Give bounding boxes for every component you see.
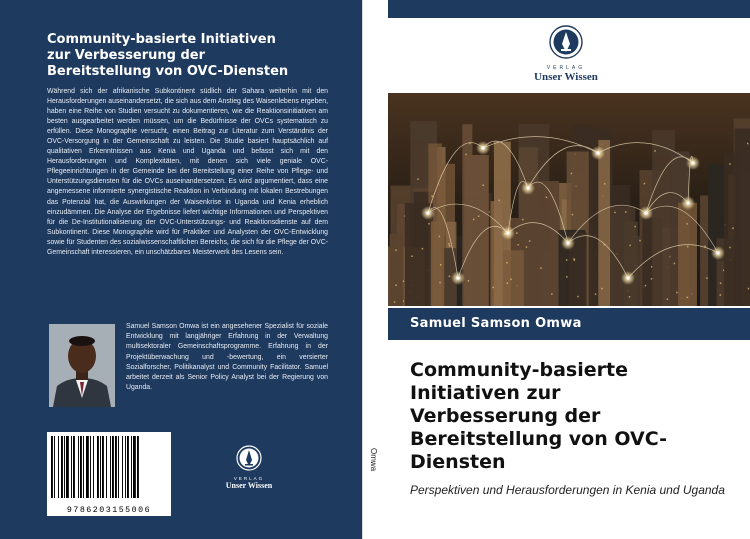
window-light	[674, 263, 676, 265]
window-light	[706, 277, 708, 279]
network-node	[596, 151, 599, 154]
window-light	[510, 279, 512, 281]
barcode-bar	[78, 436, 79, 498]
window-light	[676, 292, 678, 294]
building-shape	[735, 129, 750, 306]
window-light	[516, 232, 518, 234]
window-light	[431, 196, 433, 198]
barcode-bar	[51, 436, 53, 498]
front-title-line: Initiativen zur	[410, 382, 561, 404]
window-light	[428, 223, 430, 225]
publisher-verlag: VERLAG	[546, 65, 586, 71]
window-light	[439, 282, 441, 284]
front-title-line: Diensten	[410, 451, 506, 473]
back-cover-title	[47, 32, 337, 80]
front-title-line: Community-basierte	[410, 359, 628, 381]
city-network-image	[388, 93, 750, 306]
window-light	[478, 216, 480, 218]
window-light	[654, 150, 656, 152]
barcode	[47, 432, 171, 516]
network-node	[426, 211, 429, 214]
back-title-line: Community-basierte Initiativen	[47, 32, 276, 47]
barcode-bar	[102, 436, 104, 498]
author-bar	[388, 308, 750, 340]
building-shape	[624, 222, 638, 306]
window-light	[732, 228, 734, 230]
window-light	[449, 245, 451, 247]
window-light	[546, 197, 548, 199]
window-light	[687, 246, 689, 248]
building-shape	[431, 221, 444, 306]
spine-author: Omwa	[369, 448, 378, 472]
barcode-bar	[83, 436, 84, 498]
barcode-bar	[112, 436, 114, 498]
window-light	[614, 212, 616, 214]
book-blurb: Während sich der afrikanische Subkontinent südlich der Sahara weiterhin mit den Herausforderungen auseinandersetzt, die sich aus dem Anstieg des Waisenlebens ergeben, haben eine Reihe von Studien versucht zu dokumentieren, wie die Reaktionsinitiativen am besten ausgearbeitet werden müssen, um die Bedürfnisse der OVCs systematisch zu erfüllen. Diese Monographie versucht, einen Beitrag zur Literatur zum Verständnis der OVC-Versorgung in der Gemeinschaft zu leisten. Die Studie basiert hauptsächlich auf qualitativen Erkenntnissen aus Kenia und Uganda und befasst sich mit den Herausforderungen und Komplexitäten, mit denen sich viele geniale OVC-Pflegeeinrichtungen in der Gemeinde bei der Bereitstellung einer Reihe von Pflege- und Unterstützungsdiensten für die OVCs auseinandersetzen. Es wird argumentiert, dass eine angemessene informierte synergistische Reaktion in Verbindung mit lokalen Bestrebungen das Potenzial hat, die Auswirkungen der Waisenkrise in Uganda und Kenia erheblich einzudämmen. Die Analyse der Ergebnisse liefert wichtige Informationen und Perspektiven für die De-Institutionalisierung der OVC-Unterstützungs- und Reaktionsdienste auf dem Subkontinent. Diese Monographie wird für Praktiker und Analysten der OVC-Entwicklung sowie für Studenten des sozialwissenschaftlichen Bereichs, die sich für die Pflege der OVC-Gemeinschaft interessieren, ein unschätzbares Meisterwerk des Lesens sein.	[47, 88, 328, 256]
window-light	[551, 293, 553, 295]
barcode-bar	[58, 436, 59, 498]
barcode-bar	[90, 436, 91, 498]
window-light	[729, 247, 731, 249]
barcode-bar	[133, 436, 136, 498]
window-light	[572, 214, 574, 216]
author-bio: Samuel Samson Omwa ist ein angesehener Spezialist für soziale Entwicklung mit langjähriger Erfahrung in der Verwaltung multisektoraler Gemeinschaftsprogramme. Erfahrung in der Projektüberwachung und -bewertung, ein versierter Sozialforscher, Politikanalyst und Community Facilitator. Samuel arbeitet derzeit als Senior Policy Analyst bei der Regierung von Uganda.	[126, 323, 328, 392]
publisher-emblem-icon	[236, 445, 262, 471]
front-cover	[388, 0, 750, 539]
front-cover-title	[410, 359, 740, 474]
window-light	[518, 244, 520, 246]
barcode-bar	[61, 436, 63, 498]
window-light	[395, 249, 397, 251]
window-light	[540, 267, 542, 269]
window-light	[439, 236, 441, 238]
window-light	[748, 288, 750, 290]
window-light	[395, 284, 397, 286]
window-light	[468, 280, 470, 282]
barcode-bar	[71, 436, 72, 498]
publisher-logo-front	[516, 25, 616, 83]
barcode-bars	[50, 436, 168, 498]
back-title-line: Bereitstellung von OVC-Diensten	[47, 64, 289, 79]
network-node	[526, 186, 529, 189]
window-light	[686, 223, 688, 225]
window-light	[645, 285, 647, 287]
barcode-bar	[122, 436, 123, 498]
publisher-emblem-icon	[549, 25, 583, 59]
isbn-number: 9786203155006	[66, 506, 152, 515]
barcode-bar	[86, 436, 89, 498]
window-light	[507, 282, 509, 284]
network-node	[481, 146, 484, 149]
book-spine	[362, 0, 388, 539]
network-node	[644, 211, 647, 214]
network-node	[506, 231, 509, 234]
publisher-logo-back	[214, 445, 284, 490]
window-light	[644, 183, 646, 185]
window-light	[440, 264, 442, 266]
window-light	[566, 259, 568, 261]
window-light	[482, 185, 484, 187]
barcode-bar	[66, 436, 69, 498]
publisher-name: Unser Wissen	[225, 481, 273, 490]
window-light	[667, 299, 669, 301]
window-light	[629, 296, 631, 298]
network-node	[456, 276, 459, 279]
window-light	[629, 245, 631, 247]
building-shape	[532, 181, 560, 306]
network-node	[691, 161, 694, 164]
barcode-bar	[110, 436, 111, 498]
window-light	[604, 183, 606, 185]
front-top-bar	[388, 0, 750, 18]
window-light	[506, 262, 508, 264]
window-light	[448, 243, 450, 245]
window-light	[720, 282, 722, 284]
publisher-verlag: VERLAG	[233, 476, 265, 481]
window-light	[747, 143, 749, 145]
barcode-bar	[80, 436, 82, 498]
window-light	[394, 301, 396, 303]
barcode-bar	[115, 436, 117, 498]
barcode-bar	[127, 436, 129, 498]
window-light	[601, 288, 603, 290]
window-light	[417, 178, 419, 180]
barcode-bar	[118, 436, 119, 498]
barcode-bar	[73, 436, 75, 498]
barcode-bar	[125, 436, 126, 498]
window-light	[529, 240, 531, 242]
window-light	[422, 248, 424, 250]
window-light	[571, 173, 573, 175]
window-light	[498, 200, 500, 202]
back-title-line: zur Verbesserung der	[47, 48, 206, 63]
network-node	[566, 241, 569, 244]
window-light	[577, 296, 579, 298]
window-light	[411, 256, 413, 258]
building-shape	[678, 203, 697, 306]
window-light	[573, 258, 575, 260]
network-node	[716, 251, 719, 254]
window-light	[522, 219, 524, 221]
barcode-bar	[64, 436, 65, 498]
window-light	[493, 287, 495, 289]
front-author-name: Samuel Samson Omwa	[410, 316, 582, 331]
publisher-name: Unser Wissen	[534, 71, 598, 83]
front-subtitle: Perspektiven und Herausforderungen in Kenia und Uganda	[410, 483, 725, 497]
window-light	[465, 154, 467, 156]
barcode-bar	[54, 436, 55, 498]
window-light	[625, 211, 627, 213]
building-shape	[503, 250, 524, 306]
front-title-line: Bereitstellung von OVC-	[410, 428, 667, 450]
window-light	[449, 276, 451, 278]
building-shape	[390, 234, 403, 306]
barcode-bar	[97, 436, 99, 498]
author-photo	[49, 324, 115, 407]
building-shape	[598, 140, 610, 306]
front-title-line: Verbesserung der	[410, 405, 601, 427]
barcode-bar	[137, 436, 139, 498]
window-light	[526, 246, 528, 248]
back-cover	[0, 0, 362, 539]
network-node	[626, 276, 629, 279]
barcode-bar	[100, 436, 101, 498]
barcode-bar	[131, 436, 132, 498]
window-light	[595, 293, 597, 295]
barcode-bar	[93, 436, 94, 498]
window-light	[720, 294, 722, 296]
window-light	[634, 226, 636, 228]
window-light	[651, 278, 653, 280]
network-node	[686, 201, 689, 204]
window-light	[473, 219, 475, 221]
barcode-bar	[106, 436, 107, 498]
window-light	[729, 163, 731, 165]
window-light	[687, 297, 689, 299]
window-light	[566, 276, 568, 278]
window-light	[639, 240, 641, 242]
